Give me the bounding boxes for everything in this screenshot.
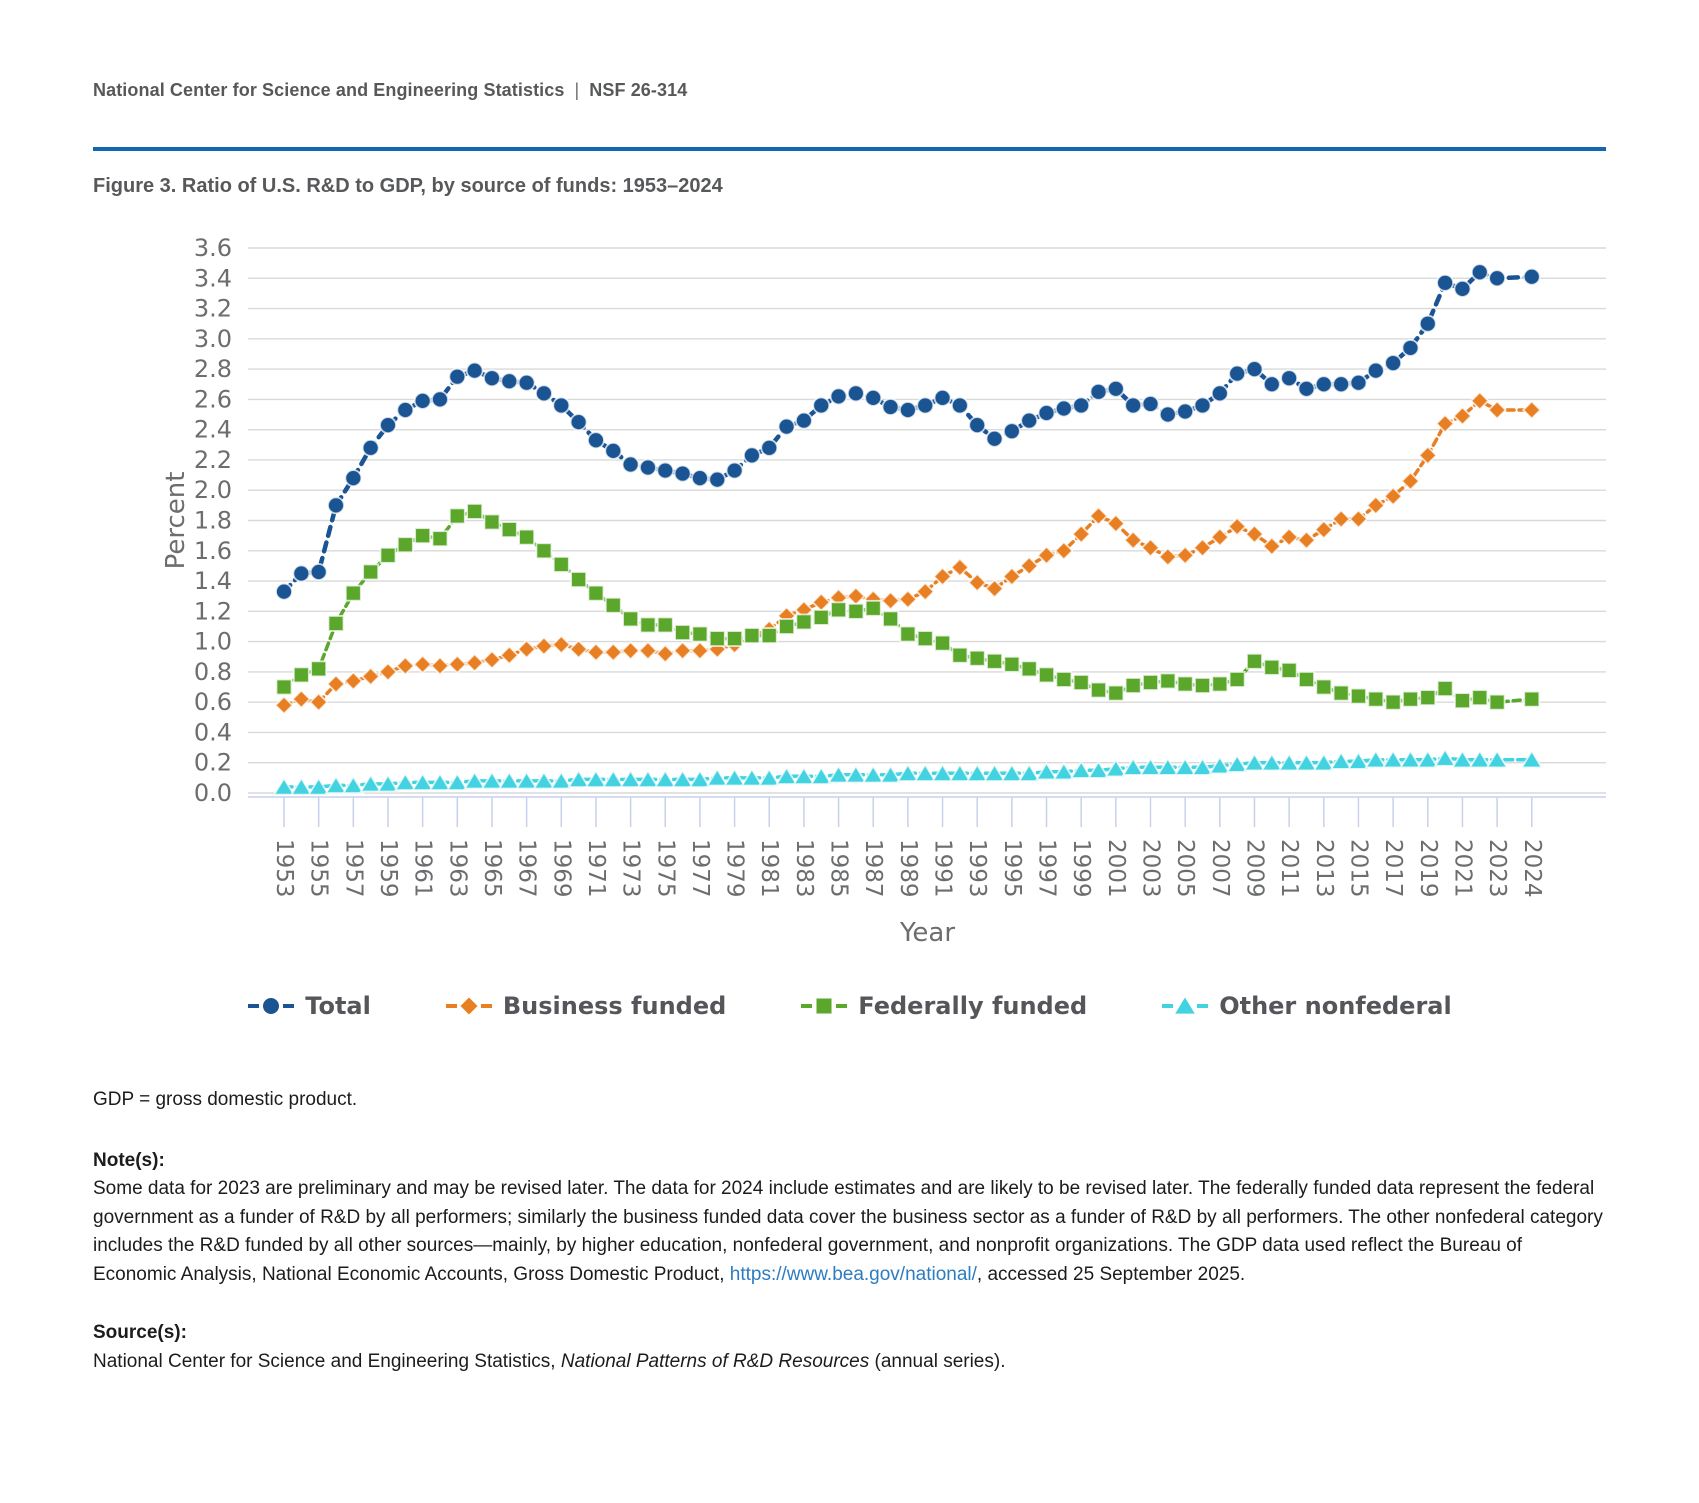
x-axis-tick-label: 1997 xyxy=(1033,839,1060,898)
x-axis-tick-label: 2007 xyxy=(1206,839,1233,898)
chart-legend xyxy=(93,992,1606,1020)
source-text: National Center for Science and Engineering Statistics, National Patterns of R&D Resources (annual series). xyxy=(93,1350,1006,1372)
x-axis-tick-label: 1961 xyxy=(409,839,436,898)
x-axis-tick-label: 1963 xyxy=(444,839,471,898)
square-marker-icon xyxy=(800,993,848,1019)
y-axis-tick-label: 0.4 xyxy=(193,718,232,747)
x-axis-tick-label: 1957 xyxy=(340,839,367,898)
x-axis-tick-label: 1973 xyxy=(617,839,644,898)
bea-link[interactable]: https://www.bea.gov/national/ xyxy=(729,1263,977,1285)
legend-item-total[interactable] xyxy=(247,992,371,1020)
footnotes xyxy=(93,1086,1606,1376)
x-axis-tick-label: 2017 xyxy=(1380,839,1407,898)
legend-label: Business funded xyxy=(502,992,727,1020)
x-axis-tick-label: 2009 xyxy=(1241,839,1268,898)
x-axis-tick-label: 1989 xyxy=(894,839,921,898)
x-axis-tick-label: 2019 xyxy=(1414,839,1441,898)
y-axis-tick-label: 2.6 xyxy=(193,385,232,414)
x-axis-tick-label: 2015 xyxy=(1345,839,1372,898)
x-axis-tick-label: 1953 xyxy=(271,839,297,898)
y-axis-tick-label: 2.8 xyxy=(193,355,232,384)
y-axis-tick-label: 0.6 xyxy=(193,688,232,717)
x-axis-tick-label: 1977 xyxy=(686,839,713,898)
legend-label: Federally funded xyxy=(858,992,1088,1020)
y-axis-title: Percent xyxy=(161,471,191,570)
x-axis-tick-label: 1991 xyxy=(929,839,956,898)
x-axis-tick-label: 2023 xyxy=(1484,839,1511,898)
x-axis-tick-label: 2021 xyxy=(1449,839,1476,898)
notes-text: Some data for 2023 are preliminary and may be revised later. The data for 2024 include estimates and are likely to be revised later. The federally funded data represent the federal government as a funder of R&D by all performers; similarly the business funded data cover the business sector as a funder of R&D by all performers. The other nonfederal category includes the R&D funded by all other sources—mainly, by higher education, nonfederal government, and nonprofit organizations. The GDP data used reflect the Bureau of Economic Analysis, National Economic Accounts, Gross Domestic Product, https://www.bea.gov/national/, accessed 25 September 2025. xyxy=(93,1178,1603,1285)
y-axis-tick-label: 3.2 xyxy=(193,294,232,323)
y-axis-tick-label: 1.4 xyxy=(193,567,232,596)
x-axis-tick-label: 2005 xyxy=(1172,839,1199,898)
x-axis-tick-label: 1965 xyxy=(478,839,505,898)
blue-divider xyxy=(93,147,1606,151)
diamond-marker-icon xyxy=(445,993,493,1019)
y-axis-tick-label: 3.4 xyxy=(193,264,232,293)
x-axis-tick-label: 1985 xyxy=(825,839,852,898)
legend-item-other-nonfederal[interactable] xyxy=(1161,992,1452,1020)
figure-title: Figure 3. Ratio of U.S. R&D to GDP, by source of funds: 1953–2024 xyxy=(93,175,723,197)
x-axis-tick-label: 2024 xyxy=(1518,839,1545,898)
x-axis-tick-label: 1969 xyxy=(548,839,575,898)
x-axis-tick-label: 1959 xyxy=(374,839,401,898)
y-axis-tick-label: 2.2 xyxy=(193,445,232,474)
y-axis-tick-label: 0.2 xyxy=(193,748,232,777)
legend-label: Other nonfederal xyxy=(1219,992,1452,1020)
x-axis-tick-label: 1967 xyxy=(513,839,540,898)
org-name: National Center for Science and Engineering Statistics xyxy=(93,80,565,100)
report-number: NSF 26-314 xyxy=(589,80,688,100)
x-axis-tick-label: 2003 xyxy=(1137,839,1164,898)
x-axis-tick-label: 1995 xyxy=(998,839,1025,898)
y-axis-tick-label: 1.0 xyxy=(193,627,232,656)
sources-label: Source(s): xyxy=(93,1322,187,1343)
y-axis-tick-label: 2.0 xyxy=(193,476,232,505)
y-axis-tick-label: 3.0 xyxy=(193,324,232,353)
x-axis-tick-label: 1971 xyxy=(582,839,609,898)
x-axis-tick-label: 1987 xyxy=(860,839,887,898)
x-axis-title: Year xyxy=(899,918,956,948)
legend-item-business-funded[interactable] xyxy=(445,992,726,1020)
y-axis-tick-label: 1.6 xyxy=(193,536,232,565)
chart-area xyxy=(93,206,1606,1020)
report-kicker xyxy=(93,80,1606,101)
x-axis-tick-label: 1999 xyxy=(1068,839,1095,898)
legend-label: Total xyxy=(305,992,371,1020)
kicker-separator: | xyxy=(574,80,580,100)
y-axis-tick-label: 0.8 xyxy=(193,657,232,686)
y-axis-tick-label: 2.4 xyxy=(193,415,232,444)
circle-marker-icon xyxy=(247,993,295,1019)
y-axis-tick-label: 3.6 xyxy=(193,234,232,262)
x-axis-tick-label: 1983 xyxy=(790,839,817,898)
x-axis-tick-label: 1993 xyxy=(964,839,991,898)
gdp-definition: GDP = gross domestic product. xyxy=(93,1089,358,1110)
x-axis-tick-label: 1979 xyxy=(721,839,748,898)
notes-label: Note(s): xyxy=(93,1149,165,1171)
y-axis-tick-label: 0.0 xyxy=(193,779,232,807)
y-axis-tick-label: 1.8 xyxy=(193,506,232,535)
x-axis-tick-label: 2013 xyxy=(1310,839,1337,898)
y-axis-tick-label: 1.2 xyxy=(193,597,232,626)
x-axis-tick-label: 1981 xyxy=(756,839,783,898)
x-axis-tick-label: 2011 xyxy=(1276,839,1303,898)
triangle-marker-icon xyxy=(1161,993,1209,1019)
legend-item-federally-funded[interactable] xyxy=(800,992,1087,1020)
rd-gdp-line-chart xyxy=(93,206,1606,971)
x-axis-tick-label: 2001 xyxy=(1102,839,1129,898)
x-axis-tick-label: 1975 xyxy=(652,839,679,898)
x-axis-tick-label: 1955 xyxy=(305,839,332,898)
